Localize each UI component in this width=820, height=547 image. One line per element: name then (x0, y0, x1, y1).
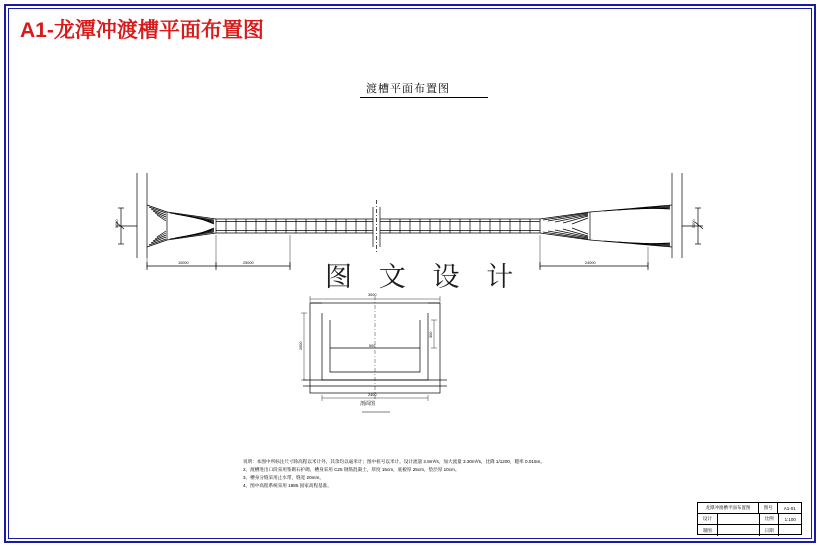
section-label-height: 2000 (299, 341, 303, 350)
note-line-3: 3、槽身分缝采用止水带，缝宽 20mm。 (243, 475, 324, 480)
title-block-drafter-value (718, 525, 760, 536)
dimension-right-span: 24000 (585, 261, 596, 265)
title-block-scale-label: 比例 (760, 514, 780, 524)
title-block-number-value: A1-01 (783, 505, 796, 511)
note-line-1: 说明：本图中所标注尺寸除高程以米计外，其余均以毫米计；图中桩号以米计。设计流量 2.8m³/s，加大流量 3.30m³/s，比降 1/1200，糙率 0.015m。 (243, 459, 545, 464)
title-block-designer-label: 设计 (698, 514, 718, 524)
title-block (697, 502, 802, 535)
watermark: 图 文 设 计 (325, 262, 524, 292)
title-block-drawing-name: 龙潭冲渡槽平面布置图 (698, 503, 759, 513)
title-block-date-value (779, 525, 801, 536)
section-label-base: 500 (369, 344, 376, 348)
section-label-wall: 300 (429, 331, 433, 338)
dimension-right-width: 5000 (692, 219, 696, 228)
dimension-left-span: 10000 (178, 261, 189, 265)
title-block-number-label: 图号 (759, 503, 779, 513)
notes-block (243, 458, 573, 490)
title-block-drafter-label: 制图 (698, 525, 718, 536)
section-label-top-width: 3000 (368, 293, 377, 297)
title-block-date-label: 日期 (760, 525, 780, 536)
title-block-scale-value: 1:100 (784, 516, 796, 522)
title-block-row (698, 525, 801, 536)
dimension-left-width: 5000 (115, 219, 119, 228)
section-view-caption: 剖面图 (360, 401, 376, 407)
dimension-left-inner: 25000 (243, 261, 254, 265)
title-block-row (698, 514, 801, 525)
title-block-row (698, 503, 801, 514)
page-title: A1-龙潭冲渡槽平面布置图 (20, 19, 264, 42)
title-block-designer-value (718, 514, 760, 524)
plan-view-caption: 渡槽平面布置图 (366, 83, 450, 95)
note-line-2: 2、渡槽进出口段采用浆砌石护砌，槽身采用 C25 钢筋混凝土，厚度 15cm，底板厚 25cm，垫层厚 10cm。 (243, 467, 460, 472)
note-line-4: 4、图中高程系统采用 1985 国家高程基准。 (243, 483, 332, 488)
section-label-inner-width: 2400 (368, 393, 377, 397)
